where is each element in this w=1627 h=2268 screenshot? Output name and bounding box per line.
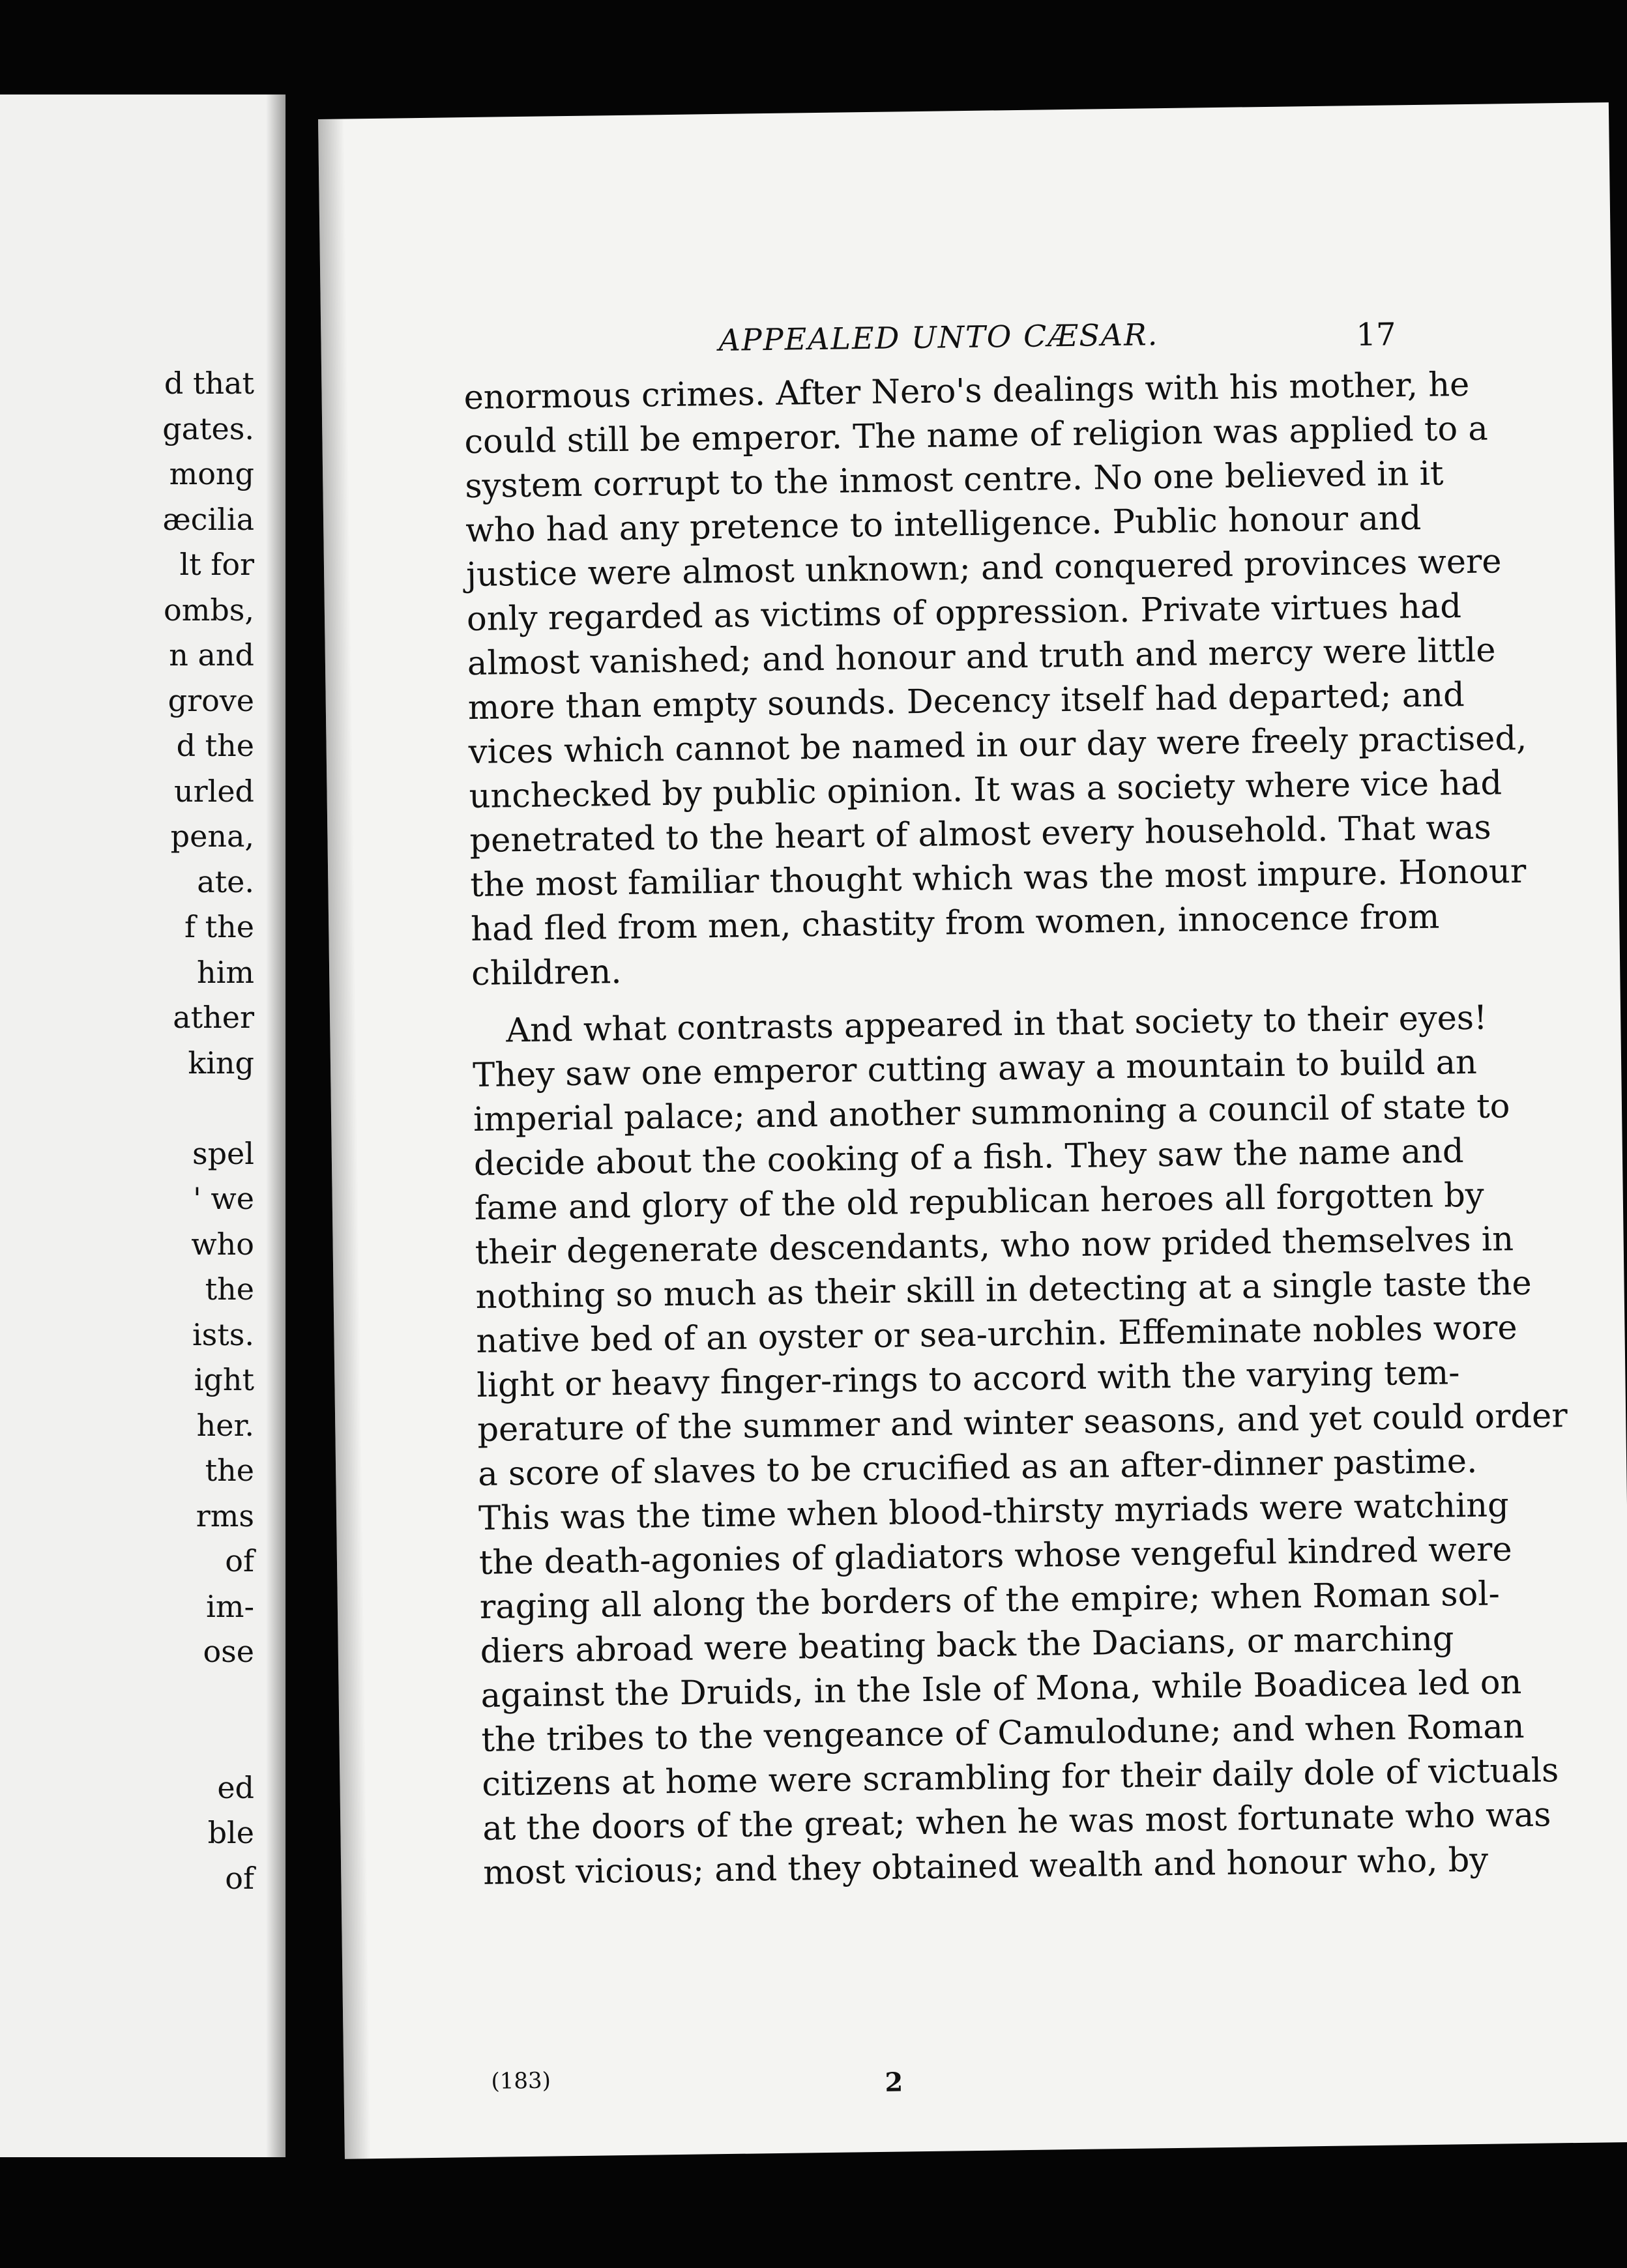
left-page-line: spel xyxy=(192,1135,254,1171)
text-line: system corrupt to the inmost centre. No one believed in it xyxy=(465,454,1444,506)
left-page-line: n and xyxy=(169,637,254,673)
left-page-line: the xyxy=(205,1272,254,1307)
text-line: imperial palace; and another summoning a council of state to xyxy=(473,1087,1510,1140)
page-gutter-shadow xyxy=(266,94,286,2157)
left-page-line: im- xyxy=(206,1588,254,1624)
left-page-line: ' we xyxy=(193,1181,254,1216)
text-line: most vicious; and they obtained wealth and honour who, by xyxy=(482,1840,1489,1893)
text-line: raging all along the borders of the empire; when Roman sol- xyxy=(479,1575,1501,1627)
text-line: light or heavy finger-rings to accord with the varying tem- xyxy=(476,1354,1460,1405)
left-page-line: ed xyxy=(217,1769,254,1805)
text-line: had fled from men, chastity from women, innocence from xyxy=(470,897,1440,950)
text-line: at the doors of the great; when he was most fortunate who was xyxy=(482,1796,1551,1848)
text-line: fame and glory of the old republican heroes all forgotten by xyxy=(474,1176,1485,1228)
text-line: more than empty sounds. Decency itself had departed; and xyxy=(467,676,1465,728)
left-page-line: of xyxy=(225,1860,254,1896)
left-page-fragment xyxy=(0,94,286,2157)
left-page-line: him xyxy=(197,954,254,990)
text-line: diers abroad were beating back the Dacians, or marching xyxy=(480,1620,1454,1671)
left-page-line: ose xyxy=(203,1634,254,1669)
left-page-line: d the xyxy=(176,728,254,763)
text-line: And what contrasts appeared in that society to their eyes! xyxy=(505,998,1488,1051)
left-page-line: ate. xyxy=(197,864,254,899)
text-line: only regarded as victims of oppression. Private virtues had xyxy=(466,587,1462,639)
text-line: could still be emperor. The name of religion was applied to a xyxy=(464,409,1489,462)
text-line: citizens at home were scrambling for their daily dole of victuals xyxy=(482,1751,1559,1804)
left-page-line: of xyxy=(225,1543,254,1578)
text-line: enormous crimes. After Nero's dealings with his mother, he xyxy=(463,365,1470,418)
text-line: their degenerate descendants, who now prided themselves in xyxy=(475,1220,1514,1272)
book-page xyxy=(318,102,1627,2159)
text-line: perature of the summer and winter seasons, and yet could order xyxy=(476,1397,1568,1449)
left-page-line: the xyxy=(205,1453,254,1488)
left-page-line: gates. xyxy=(162,411,254,446)
left-page-line: king xyxy=(188,1045,254,1081)
signature-mark: (183) xyxy=(491,2067,551,2095)
text-line: They saw one emperor cutting away a mountain to build an xyxy=(472,1043,1478,1096)
left-page-line: her. xyxy=(196,1407,254,1443)
left-page-line: ight xyxy=(194,1362,254,1397)
paragraph xyxy=(472,998,1568,1896)
sheet-number: 2 xyxy=(885,2067,903,2098)
left-page-line: urled xyxy=(174,773,254,809)
page-number: 17 xyxy=(1356,316,1396,354)
text-line: children. xyxy=(471,953,622,994)
text-line: the tribes to the vengeance of Camulodune; and when Roman xyxy=(481,1707,1525,1760)
left-page-line: who xyxy=(191,1226,254,1262)
text-line: native bed of an oyster or sea-urchin. Effeminate nobles wore xyxy=(476,1309,1517,1361)
left-page-line: ombs, xyxy=(164,592,254,628)
text-line: justice were almost unknown; and conquered provinces were xyxy=(465,542,1502,595)
left-page-line: d that xyxy=(164,366,254,401)
text-line: This was the time when blood-thirsty myriads were watching xyxy=(478,1486,1510,1538)
left-page-line: f the xyxy=(184,909,254,944)
text-line: who had any pretence to intelligence. Public honour and xyxy=(465,499,1422,551)
left-page-line: mong xyxy=(169,456,254,491)
text-line: unchecked by public opinion. It was a society where vice had xyxy=(469,764,1502,817)
left-page-line: grove xyxy=(168,682,254,718)
left-page-line: ble xyxy=(207,1815,254,1850)
left-page-line: ists. xyxy=(192,1316,254,1352)
text-line: the most familiar thought which was the most impure. Honour xyxy=(470,852,1527,905)
text-line: penetrated to the heart of almost every household. That was xyxy=(469,808,1492,861)
text-line: against the Druids, in the Isle of Mona, while Boadicea led on xyxy=(480,1663,1522,1715)
text-line: decide about the cooking of a fish. They saw the name and xyxy=(473,1132,1464,1184)
text-line: a score of slaves to be crucified as an after-dinner pastime. xyxy=(477,1442,1478,1494)
left-page-line: æcilia xyxy=(162,501,254,537)
text-line: almost vanished; and honour and truth and mercy were little xyxy=(467,631,1496,684)
left-page-line: pena, xyxy=(170,819,254,854)
left-page-line: lt for xyxy=(179,547,254,582)
left-page-line: rms xyxy=(196,1498,254,1534)
page-gutter-shadow xyxy=(318,119,371,2159)
left-page-line: ather xyxy=(173,1000,254,1035)
text-line: the death-agonies of gladiators whose vengeful kindred were xyxy=(478,1530,1512,1582)
running-head: APPEALED UNTO CÆSAR. xyxy=(718,317,1159,358)
paragraph xyxy=(463,364,1527,996)
text-line: nothing so much as their skill in detecting at a single taste the xyxy=(475,1264,1532,1316)
body-text xyxy=(463,364,1568,1896)
text-line: vices which cannot be named in our day were freely practised, xyxy=(468,719,1527,772)
